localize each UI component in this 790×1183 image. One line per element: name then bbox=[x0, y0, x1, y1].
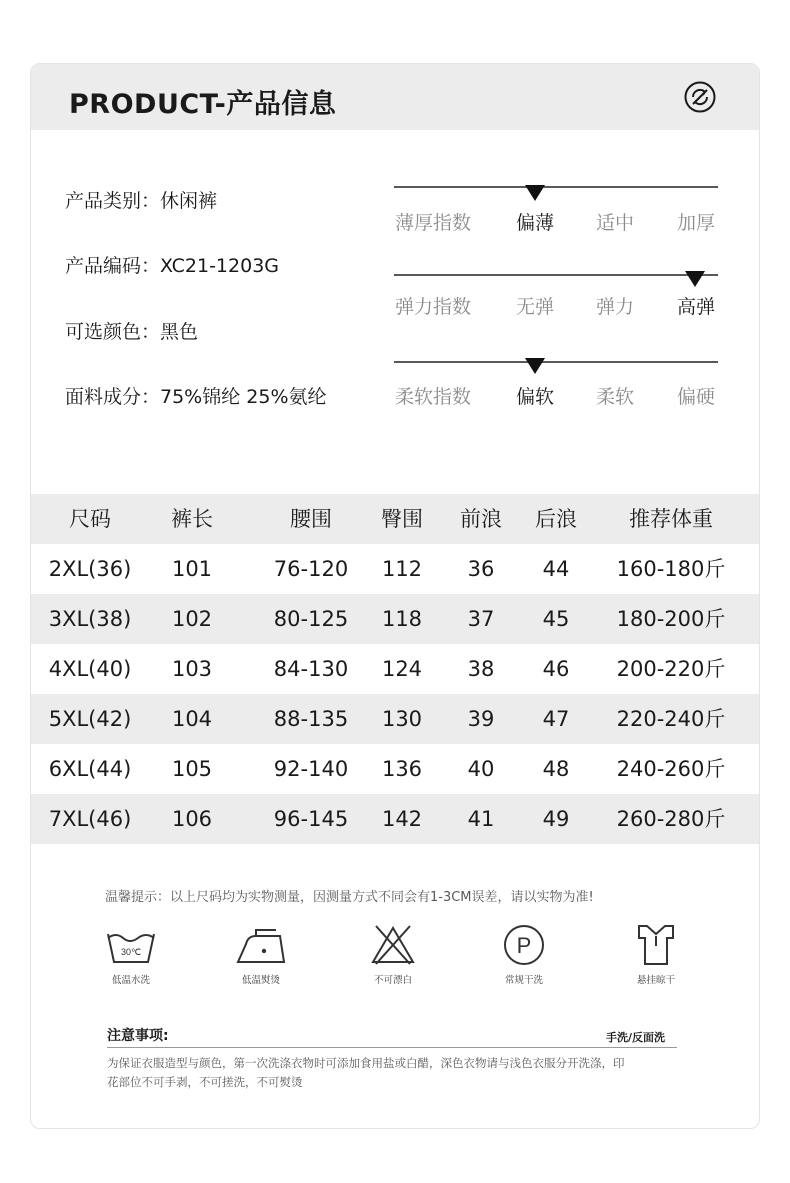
size-table-row bbox=[31, 744, 760, 794]
size-cell: 36 bbox=[467, 557, 495, 581]
thickness-option: 适中 bbox=[595, 212, 634, 234]
size-cell: 240-260斤 bbox=[616, 757, 726, 781]
size-cell: 5XL(42) bbox=[48, 707, 132, 731]
softness-marker-icon bbox=[525, 358, 545, 374]
care-label: 悬挂晾干 bbox=[636, 975, 675, 986]
size-header-cell: 腰围 bbox=[290, 507, 332, 531]
care-item-iron bbox=[221, 922, 301, 986]
notes-text: 为保证衣服造型与颜色，第一次洗涤衣物时可添加食用盐或白醋，深色衣物请与浅色衣服分开洗涤，印花部位不可手剥，不可搓洗，不可熨烫 bbox=[107, 1056, 625, 1089]
care-label: 常规干洗 bbox=[504, 975, 543, 986]
info-color: 可选颜色：黑色 bbox=[65, 321, 199, 343]
size-cell: 106 bbox=[171, 807, 213, 831]
size-cell: 84-130 bbox=[273, 657, 349, 681]
size-cell: 105 bbox=[171, 757, 213, 781]
size-cell: 7XL(46) bbox=[48, 807, 132, 831]
size-header-cell: 裤长 bbox=[171, 507, 213, 531]
softness-option: 偏硬 bbox=[676, 386, 715, 408]
thickness-scale-line bbox=[394, 186, 718, 188]
no-bleach-icon bbox=[362, 922, 424, 966]
care-item-hang bbox=[616, 922, 696, 986]
care-label: 低温熨烫 bbox=[241, 975, 280, 986]
elasticity-option: 高弹 bbox=[676, 296, 715, 318]
size-table-row bbox=[31, 694, 760, 744]
wash-30-icon bbox=[100, 922, 162, 966]
size-header-cell: 臀围 bbox=[381, 507, 423, 531]
info-code: 产品编码：XC21-1203G bbox=[65, 255, 280, 277]
elasticity-option: 弹力 bbox=[595, 296, 634, 318]
size-table-header bbox=[31, 494, 760, 544]
thickness-scale-name: 薄厚指数 bbox=[394, 212, 471, 234]
size-cell: 92-140 bbox=[273, 757, 349, 781]
size-table-row bbox=[31, 644, 760, 694]
softness-scale-name: 柔软指数 bbox=[394, 386, 471, 408]
size-cell: 2XL(36) bbox=[48, 557, 132, 581]
size-cell: 40 bbox=[467, 757, 495, 781]
size-cell: 4XL(40) bbox=[48, 657, 132, 681]
thickness-option: 加厚 bbox=[676, 212, 715, 234]
size-table-row bbox=[31, 594, 760, 644]
care-label: 低温水洗 bbox=[111, 975, 150, 986]
size-table-row bbox=[31, 544, 760, 594]
elasticity-scale-line bbox=[394, 274, 718, 276]
size-cell: 104 bbox=[171, 707, 213, 731]
size-cell: 220-240斤 bbox=[616, 707, 726, 731]
wash-temp-badge: 30℃ bbox=[120, 947, 142, 957]
size-cell: 260-280斤 bbox=[616, 807, 726, 831]
size-cell: 6XL(44) bbox=[48, 757, 132, 781]
info-fabric: 面料成分：75%锦纶 25%氨纶 bbox=[65, 386, 327, 408]
softness-scale-line bbox=[394, 361, 718, 363]
size-cell: 49 bbox=[542, 807, 570, 831]
dry-clean-badge: P bbox=[516, 933, 532, 958]
care-item-bleach bbox=[353, 922, 433, 986]
iron-low-icon bbox=[230, 922, 292, 966]
size-header-cell: 尺码 bbox=[69, 507, 111, 531]
care-item-wash bbox=[91, 922, 171, 986]
size-cell: 200-220斤 bbox=[616, 657, 726, 681]
size-cell: 3XL(38) bbox=[48, 607, 132, 631]
no-return-icon bbox=[683, 80, 717, 114]
elasticity-option: 无弹 bbox=[515, 296, 554, 318]
care-item-dryclean bbox=[484, 922, 564, 986]
softness-option: 偏软 bbox=[515, 386, 554, 408]
thickness-marker-icon bbox=[525, 185, 545, 201]
size-cell: 112 bbox=[381, 557, 423, 581]
softness-option: 柔软 bbox=[595, 386, 634, 408]
notes-title: 注意事项: bbox=[107, 1028, 169, 1044]
size-cell: 46 bbox=[542, 657, 570, 681]
care-label: 不可漂白 bbox=[373, 975, 412, 986]
page-title: PRODUCT-产品信息 bbox=[69, 89, 337, 120]
dry-clean-p-icon bbox=[493, 922, 555, 966]
elasticity-marker-icon bbox=[685, 271, 705, 287]
size-cell: 88-135 bbox=[273, 707, 349, 731]
info-category: 产品类别：休闲裤 bbox=[65, 190, 218, 212]
size-cell: 103 bbox=[171, 657, 213, 681]
size-cell: 136 bbox=[381, 757, 423, 781]
size-cell: 130 bbox=[381, 707, 423, 731]
size-cell: 96-145 bbox=[273, 807, 349, 831]
measurement-notice: 温馨提示：以上尺码均为实物测量，因测量方式不同会有1-3CM误差，请以实物为准! bbox=[105, 890, 594, 905]
size-cell: 180-200斤 bbox=[616, 607, 726, 631]
size-cell: 45 bbox=[542, 607, 570, 631]
notes-divider bbox=[107, 1047, 677, 1048]
size-cell: 160-180斤 bbox=[616, 557, 726, 581]
size-cell: 47 bbox=[542, 707, 570, 731]
size-cell: 80-125 bbox=[273, 607, 349, 631]
size-cell: 102 bbox=[171, 607, 213, 631]
hang-dry-icon bbox=[625, 922, 687, 966]
size-cell: 48 bbox=[542, 757, 570, 781]
size-cell: 38 bbox=[467, 657, 495, 681]
size-cell: 142 bbox=[381, 807, 423, 831]
elasticity-scale-name: 弹力指数 bbox=[394, 296, 471, 318]
size-header-cell: 后浪 bbox=[535, 507, 577, 531]
product-info-card bbox=[30, 63, 760, 1129]
size-cell: 41 bbox=[467, 807, 495, 831]
size-header-cell: 推荐体重 bbox=[629, 507, 713, 531]
card-header bbox=[31, 64, 760, 130]
size-cell: 101 bbox=[171, 557, 213, 581]
size-cell: 118 bbox=[381, 607, 423, 631]
thickness-option: 偏薄 bbox=[515, 212, 554, 234]
size-cell: 39 bbox=[467, 707, 495, 731]
size-table-row bbox=[31, 794, 760, 844]
size-cell: 37 bbox=[467, 607, 495, 631]
size-cell: 44 bbox=[542, 557, 570, 581]
size-cell: 76-120 bbox=[273, 557, 349, 581]
wash-method-label: 手洗/反面洗 bbox=[606, 1031, 666, 1044]
size-header-cell: 前浪 bbox=[460, 507, 502, 531]
size-cell: 124 bbox=[381, 657, 423, 681]
